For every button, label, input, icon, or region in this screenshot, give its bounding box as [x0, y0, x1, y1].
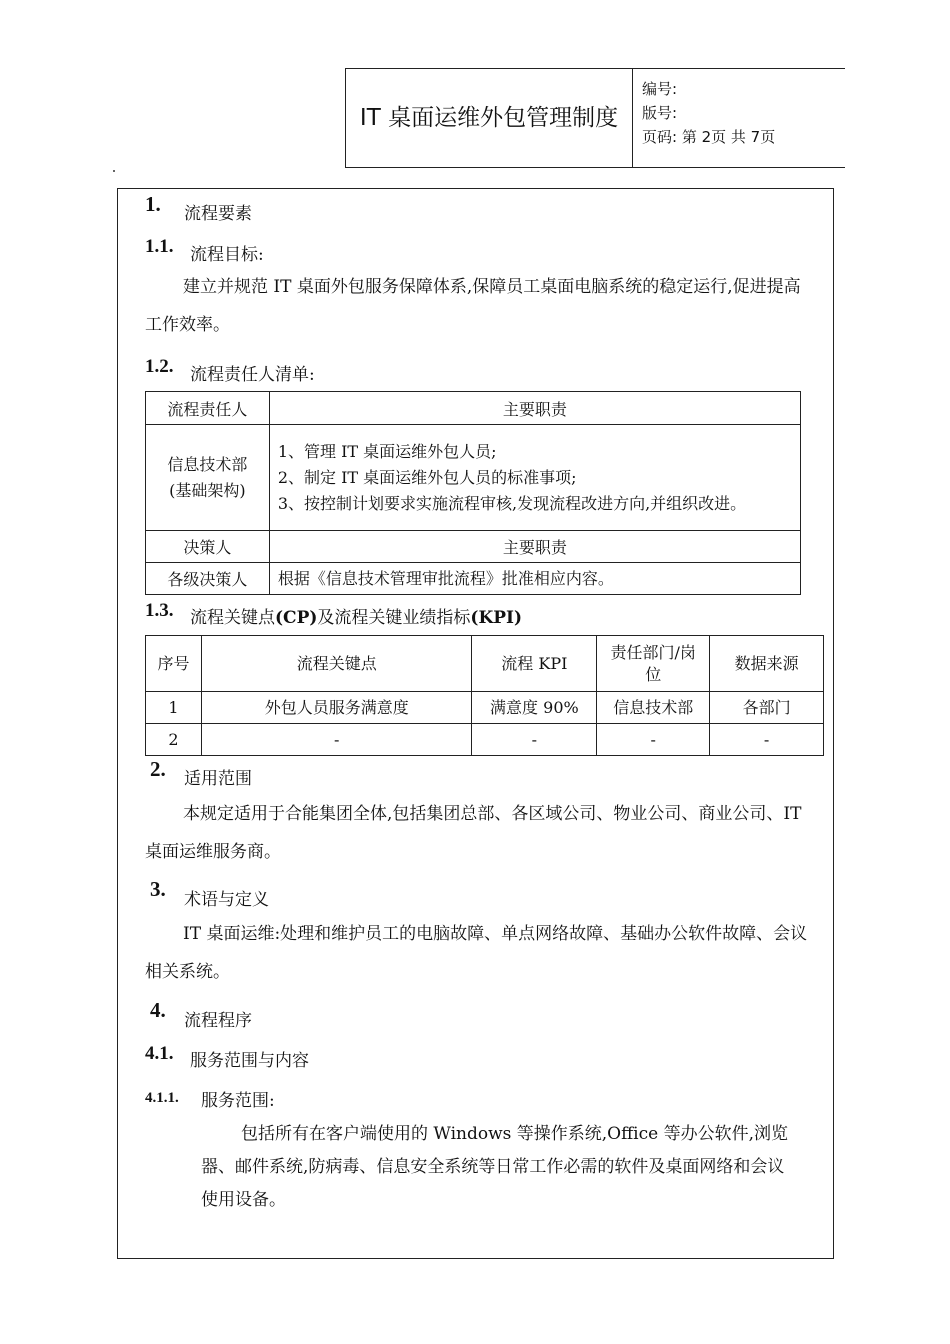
- table-header-cell: 序号: [146, 636, 202, 692]
- table-cell: 各部门: [710, 692, 824, 724]
- section-number: 3.: [150, 877, 166, 901]
- section-title: 流程责任人清单:: [190, 365, 315, 385]
- duty-item: 2、制定 IT 桌面运维外包人员的标准事项;: [277, 467, 577, 487]
- owner-name: 信息技术部: [167, 454, 248, 474]
- section-title: 适用范围: [184, 769, 252, 789]
- duty-item: 1、管理 IT 桌面运维外包人员;: [277, 441, 497, 461]
- header-meta: [642, 77, 775, 149]
- section-number: 4.1.1.: [145, 1090, 179, 1106]
- table-header-cell: 主要职责: [269, 392, 800, 425]
- table-header-cell: 流程 KPI: [472, 636, 597, 692]
- table-cell: [146, 425, 270, 531]
- table-cell: 满意度 90%: [472, 692, 597, 724]
- section-title: 流程目标:: [190, 245, 264, 265]
- table-cell: 2: [146, 724, 202, 756]
- owner-subunit: (基础架构): [169, 480, 246, 500]
- section-number: 1.3.: [145, 600, 174, 621]
- section-number: 2.: [150, 757, 166, 781]
- table-cell: 根据《信息技术管理审批流程》批准相应内容。: [269, 563, 800, 595]
- section-number: 1.: [145, 192, 161, 216]
- table-row: [146, 563, 801, 595]
- section-title: 流程程序: [184, 1011, 252, 1031]
- table-row: [146, 425, 801, 531]
- section-number: 4.: [150, 998, 166, 1022]
- paragraph: 建立并规范 IT 桌面外包服务保障体系,保障员工桌面电脑系统的稳定运行,促进提高工作效率。: [145, 277, 801, 335]
- paragraph: 本规定适用于合能集团全体,包括集团总部、各区域公司、物业公司、商业公司、IT 桌面运维服务商。: [145, 804, 802, 862]
- table-row: [146, 392, 801, 425]
- table-header-cell: 主要职责: [269, 531, 800, 563]
- section-title: 流程关键点(CP)及流程关键业绩指标(KPI): [190, 608, 523, 628]
- table-cell: 1: [146, 692, 202, 724]
- table-header-row: [146, 636, 824, 692]
- kpi-table: [145, 635, 824, 756]
- table-row: [146, 531, 801, 563]
- table-header-cell: 流程责任人: [146, 392, 270, 425]
- table-cell: -: [201, 724, 472, 756]
- section-number: 1.2.: [145, 356, 174, 377]
- duty-item: 3、按控制计划要求实施流程审核,发现流程改进方向,并组织改进。: [277, 493, 747, 513]
- document-code-label: 编号:: [642, 80, 678, 98]
- section-title: 流程要素: [184, 204, 252, 224]
- document-version-label: 版号:: [642, 104, 678, 122]
- paragraph: 包括所有在客户端使用的 Windows 等操作系统,Office 等办公软件,浏览器、邮件系统,防病毒、信息安全系统等日常工作必需的软件及桌面网络和会议使用设备。: [201, 1124, 789, 1210]
- table-cell: -: [597, 724, 710, 756]
- table-row: [146, 692, 824, 724]
- section-title: 服务范围:: [201, 1091, 275, 1111]
- table-row: [146, 724, 824, 756]
- table-header-cell: 流程关键点: [201, 636, 472, 692]
- table-cell: -: [710, 724, 824, 756]
- table-cell: 各级决策人: [146, 563, 270, 595]
- paragraph: IT 桌面运维:处理和维护员工的电脑故障、单点网络故障、基础办公软件故障、会议相关系统。: [145, 924, 808, 982]
- table-cell: -: [472, 724, 597, 756]
- margin-dot: [113, 170, 115, 172]
- section-title: 术语与定义: [184, 890, 269, 910]
- document-header: [345, 68, 845, 168]
- table-header-cell: 责任部门/岗位: [597, 636, 710, 692]
- table-cell: 信息技术部: [597, 692, 710, 724]
- document-title: IT 桌面运维外包管理制度: [346, 69, 633, 167]
- section-number: 4.1.: [145, 1043, 174, 1064]
- responsibility-table: [145, 391, 801, 595]
- table-cell: [269, 425, 800, 531]
- table-cell: 外包人员服务满意度: [201, 692, 472, 724]
- section-number: 1.1.: [145, 236, 174, 257]
- table-header-cell: 数据来源: [710, 636, 824, 692]
- section-title: 服务范围与内容: [190, 1051, 309, 1071]
- page-number-label: 页码: 第 2页 共 7页: [642, 128, 776, 146]
- table-header-cell: 决策人: [146, 531, 270, 563]
